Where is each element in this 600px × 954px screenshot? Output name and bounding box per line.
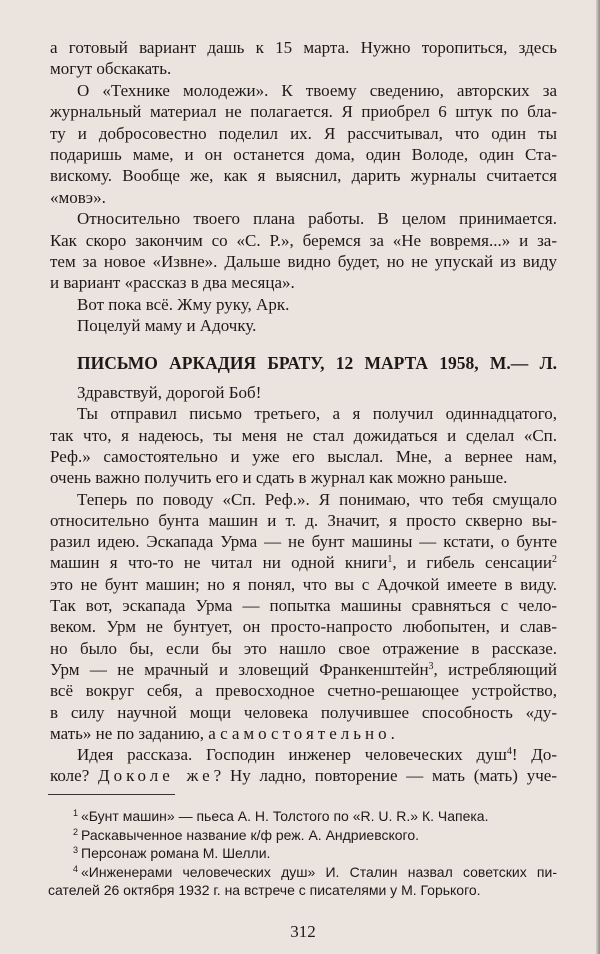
text-line: [50, 724, 557, 744]
text-run: могут обскакать.: [50, 59, 172, 79]
text-line: [50, 468, 557, 488]
text-line: [50, 145, 557, 165]
text-line: [50, 231, 557, 251]
text-line: [50, 617, 557, 637]
footnote-ref: 1: [387, 554, 393, 566]
text-line: [50, 596, 557, 616]
footnote-number: 3: [73, 845, 79, 855]
text-run: а готовый вариант дашь к 15 марта. Нужно торопиться, здесь: [50, 38, 557, 57]
text-run: всё вокруг себя, а превосходное счетно-решающее устройство,: [50, 681, 557, 701]
text-line: [50, 639, 557, 659]
text-run: мать» не по заданию, а: [50, 723, 221, 743]
text-run: но было бы, если бы это нашло свое отражение в рассказе.: [50, 638, 557, 658]
footnote-number: 4: [73, 863, 79, 874]
text-line: [50, 703, 557, 723]
text-line: [50, 766, 557, 786]
text-run: , истребляющий: [433, 659, 558, 679]
text-run: .: [390, 723, 395, 743]
text-run: так что, я надеюсь, ты меня не стал дожидаться и сделал «Сп.: [50, 425, 557, 445]
text-run: веком. Урм не бунтует, он просто-напросто любопытен, и слав-: [50, 617, 557, 637]
text-run: журнальный материал не полагается. Я приобрел 6 штук по бла-: [50, 102, 557, 122]
footnote-ref: 3: [428, 660, 434, 672]
text-line: [50, 59, 557, 79]
text-line: [50, 273, 557, 293]
text-line: [50, 252, 557, 272]
text-run: относительно бунта машин и т. д. Значит, я просто скверно вы-: [50, 510, 557, 530]
text-run: это не бунт машин; но я понял, что вы с Адочкой имеете в виду.: [50, 574, 557, 594]
text-run: и вариант «рассказ в два месяца».: [50, 273, 295, 293]
text-run: «мовэ».: [50, 187, 106, 207]
text-line: [50, 511, 557, 531]
text-line: [50, 38, 557, 58]
footnote-text: Персонаж романа М. Шелли.: [81, 845, 271, 861]
footnote: [73, 844, 557, 862]
text-run: Поцелуй маму и Адочку.: [77, 316, 257, 336]
footnote-number: 2: [73, 826, 79, 837]
text-run: ! До-: [511, 745, 558, 765]
text-run: коле?: [50, 766, 99, 786]
page-number: 312: [290, 922, 316, 941]
text-line: [77, 490, 557, 510]
text-run: Здравствуй, дорогой Боб!: [77, 383, 262, 402]
text-line: [77, 383, 557, 403]
spaced-emphasis: самостоятельно: [220, 723, 391, 743]
footnote-continuation: сателей 26 октября 1932 г. на встрече с писателями у М. Горького.: [48, 882, 481, 898]
text-run: ту и добросовестно поделил их. Я рассчитывал, что один ты: [50, 123, 557, 143]
text-run: О «Технике молодежи». К твоему сведению, авторских за: [77, 80, 557, 100]
section-heading: ПИСЬМО АРКАДИЯ БРАТУ, 12 МАРТА 1958, М.— Л.: [77, 353, 557, 373]
footnote-text: Раскавыченное название к/ф реж. А. Андриевского.: [81, 826, 420, 843]
text-line: [50, 124, 557, 144]
footnote-divider: [48, 794, 175, 795]
text-run: ? Ну ладно, повторение — мать (мать) уче-: [213, 766, 557, 786]
text-line: [50, 575, 557, 595]
footnote-text: «Бунт машин» — пьеса А. Н. Толстого по «R. U. R.» К. Чапека.: [81, 808, 489, 824]
text-run: Так вот, эскапада Урма — попытка машины сравняться с чело-: [50, 596, 557, 615]
text-run: Как скоро закончим со «С. Р.», беремся за «Не вовремя...» и за-: [50, 230, 557, 250]
page-edge-shadow: [596, 0, 600, 954]
text-run: Вот пока всё. Жму руку, Арк.: [77, 294, 290, 314]
text-line: [50, 166, 557, 186]
text-line: [50, 660, 557, 680]
text-line: [50, 188, 557, 208]
footnote: [73, 807, 557, 825]
text-run: тем за новое «Извне». Дальше видно будет, но не упускай из виду: [50, 252, 557, 271]
text-line: [77, 404, 557, 424]
text-run: подаришь маме, и он останется дома, один Володе, один Ста-: [50, 145, 557, 164]
text-run: Ты отправил письмо третьего, а я получил одиннадцатого,: [77, 404, 557, 424]
text-run: Относительно твоего плана работы. В целом принимается.: [77, 209, 557, 229]
footnote: [73, 863, 557, 881]
text-run: , и гибель сенсации: [392, 553, 552, 573]
text-line: [77, 81, 557, 101]
text-run: машин я что-то не читал ни одной книги: [50, 553, 388, 573]
text-run: очень важно получить его и сдать в журнал как можно раньше.: [50, 468, 508, 488]
text-run: вискому. Вообще же, как я выяснил, дарить журналы считается: [50, 166, 557, 186]
text-line: [77, 316, 557, 336]
text-run: разил идею. Эскапада Урма — не бунт машины — кстати, о бунте: [50, 532, 557, 552]
text-run: в силу научной мощи человека получившее способность «ду-: [50, 702, 557, 722]
footnote-number: 1: [73, 808, 79, 818]
text-line: [50, 426, 557, 446]
text-line: [50, 681, 557, 701]
text-line: [77, 209, 557, 229]
text-run: Реф.» самостоятельно и уже его выслал. Мне, а вернее нам,: [50, 446, 557, 466]
text-line: [50, 102, 557, 122]
text-line: [50, 553, 557, 573]
spaced-emphasis: Доколе же: [98, 766, 214, 786]
text-line: [77, 745, 557, 765]
footnote: [73, 826, 557, 844]
text-run: Идея рассказа. Господин инженер человеческих душ: [77, 745, 507, 765]
text-run: Урм — не мрачный и зловещий Франкенштейн: [50, 659, 429, 679]
text-run: Теперь по поводу «Сп. Реф.». Я понимаю, что тебя смущало: [77, 489, 557, 509]
footnote-ref: 4: [506, 746, 512, 758]
footnote-text: «Инженерами человеческих душ» И. Сталин назвал советских пи-: [81, 863, 557, 880]
text-line: [50, 532, 557, 552]
text-line: [77, 295, 557, 315]
footnote-ref: 2: [552, 554, 557, 566]
text-line: [50, 447, 557, 467]
